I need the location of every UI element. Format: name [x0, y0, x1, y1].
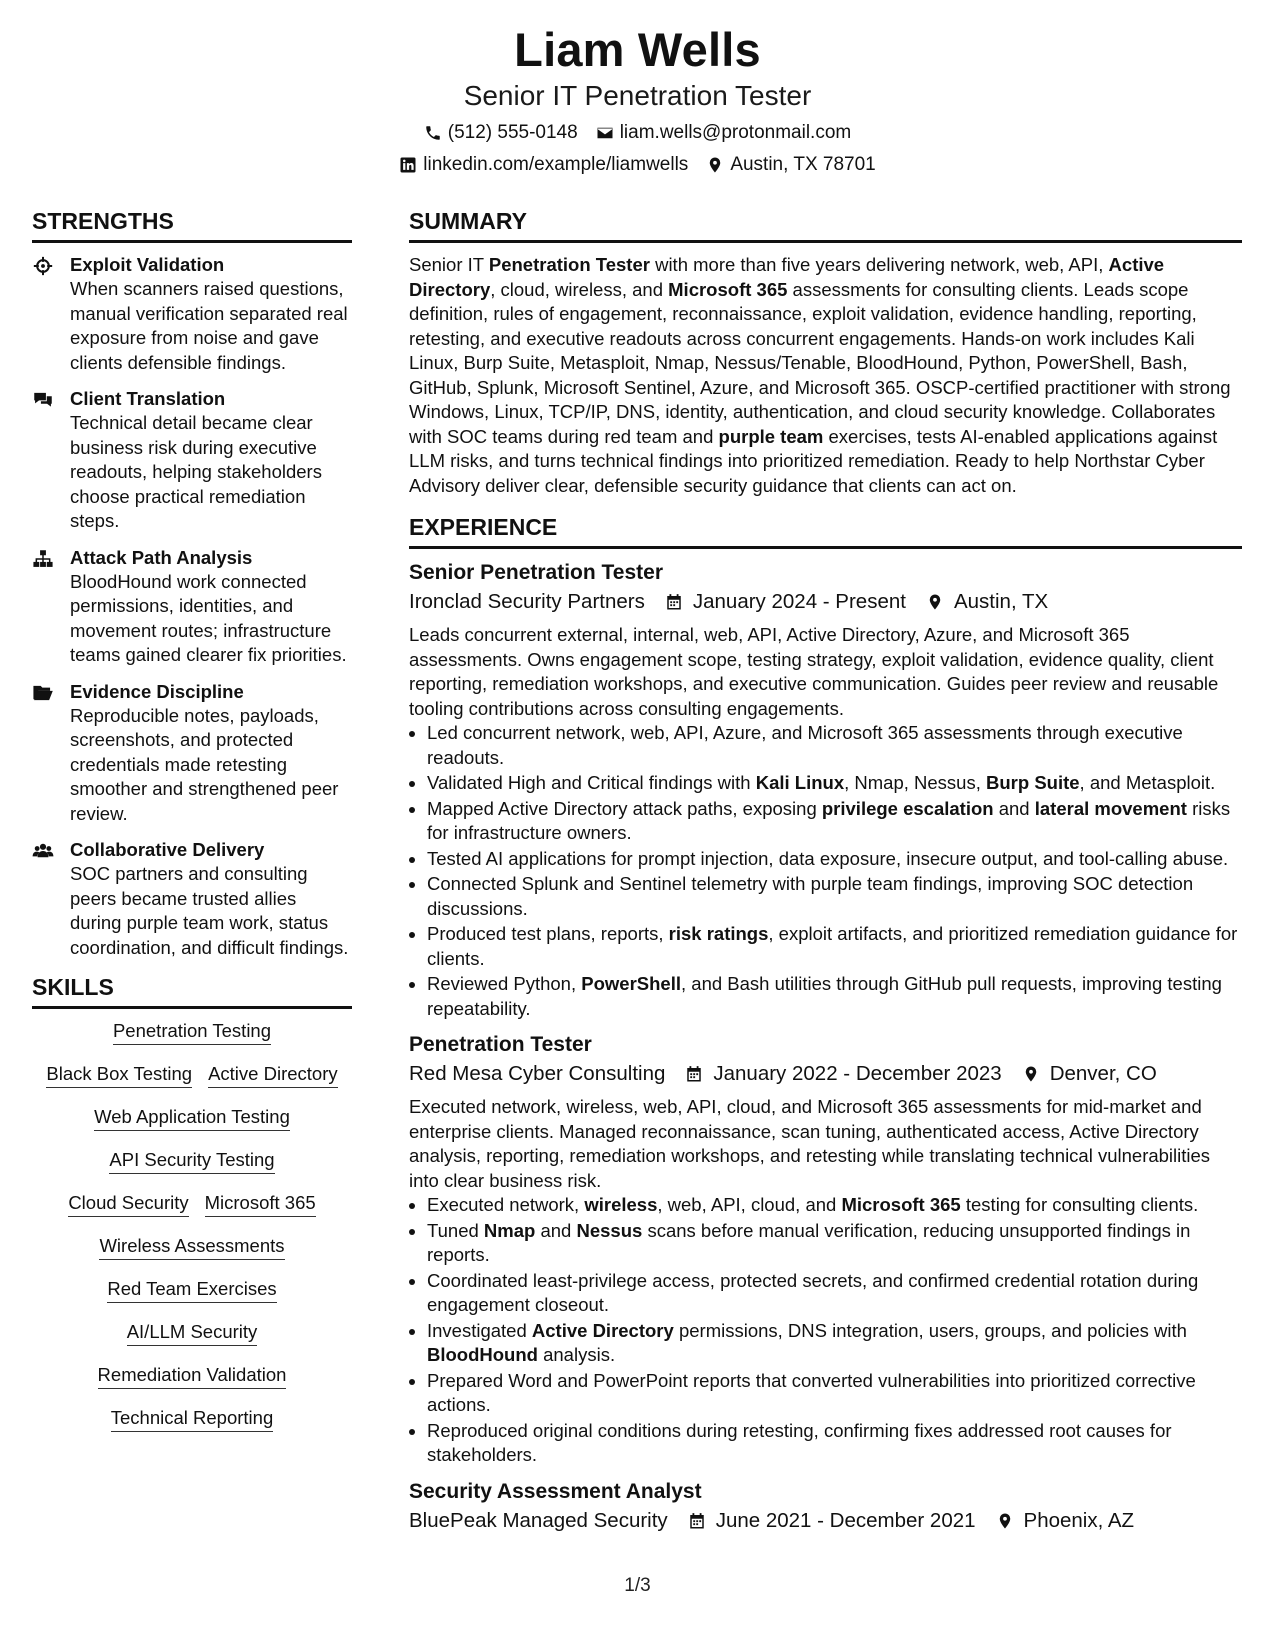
- text-run: , cloud, wireless, and: [490, 278, 669, 300]
- text-run: scans before manual verification, reducing unsupported findings in reports.: [427, 1219, 1191, 1265]
- list-item: [427, 922, 1242, 971]
- strength-description: Technical detail became clear business risk during executive readouts, helping stakeholders choose practical remediation steps.: [70, 412, 322, 531]
- text-run: Investigated: [427, 1319, 532, 1341]
- job-location: [996, 1506, 1135, 1536]
- skill-tag: Wireless Assessments: [99, 1234, 284, 1260]
- calendar-icon: [665, 592, 683, 612]
- list-item: [427, 1369, 1242, 1418]
- text-run: risks for infrastructure owners.: [427, 797, 1231, 843]
- skills-list: [32, 1019, 352, 1432]
- text-run: Executed network,: [427, 1194, 585, 1215]
- bold-text: lateral movement: [1034, 797, 1187, 819]
- text-run: Prepared Word and PowerPoint reports that converted vulnerabilities into prioritized corrective actions.: [427, 1369, 1196, 1415]
- skill-row: [32, 1148, 352, 1174]
- users-icon: [32, 838, 58, 960]
- email-contact[interactable]: [596, 120, 852, 146]
- strength-item: [32, 546, 352, 668]
- job-location-text: Phoenix, AZ: [1023, 1508, 1135, 1532]
- job-entry: [409, 559, 1242, 1021]
- phone-text: (512) 555-0148: [447, 122, 578, 143]
- linkedin-text[interactable]: linkedin.com/example/liamwells: [423, 154, 689, 175]
- resume-header: [0, 22, 1275, 178]
- skill-row: [32, 1234, 352, 1260]
- contact-row-1: [0, 120, 1275, 146]
- skill-tag: Cloud Security: [68, 1191, 188, 1217]
- page-number: 1/3: [624, 1575, 651, 1596]
- strengths-heading: STRENGTHS: [32, 206, 352, 243]
- list-item: [427, 797, 1242, 846]
- list-item: [427, 1269, 1242, 1318]
- job-location: [1022, 1059, 1157, 1089]
- bold-text: risk ratings: [668, 923, 769, 944]
- text-run: , and Bash utilities through GitHub pull requests, improving testing repeatability.: [427, 973, 1222, 1019]
- list-item: [427, 847, 1242, 872]
- skill-tag: Remediation Validation: [98, 1363, 287, 1389]
- strength-body: [70, 253, 352, 375]
- phone-icon: [424, 124, 442, 142]
- strength-item: [32, 387, 352, 534]
- text-run: , exploit artifacts, and prioritized remediation guidance for clients.: [427, 923, 1238, 969]
- job-dates-text: June 2021 - December 2021: [715, 1508, 976, 1532]
- text-run: testing for consulting clients.: [960, 1194, 1199, 1215]
- strength-description: Reproducible notes, payloads, screenshots, and protected credentials made retesting smoother and strengthened peer review.: [70, 704, 339, 824]
- email-text[interactable]: liam.wells@protonmail.com: [619, 122, 852, 143]
- job-dates: [685, 1059, 1001, 1089]
- comments-icon: [32, 387, 58, 534]
- job-location-text: Denver, CO: [1049, 1062, 1157, 1085]
- skill-row: [32, 1363, 352, 1389]
- strength-body: [70, 680, 352, 827]
- text-run: Coordinated least-privilege access, protected secrets, and confirmed credential rotation during engagement closeout.: [427, 1269, 1199, 1315]
- job-dates-text: January 2024 - Present: [692, 590, 906, 613]
- linkedin-contact[interactable]: [399, 152, 688, 178]
- text-run: exercises, tests AI-enabled applications against LLM risks, and turns technical findings into prioritized remediation. Ready to help Northstar Cyber Advisory deliver clear, defensible security guidance that clients can act on.: [409, 425, 1218, 496]
- text-run: Connected Splunk and Sentinel telemetry with purple team findings, improving SOC detection discussions.: [427, 873, 1194, 919]
- skill-row: [32, 1191, 352, 1217]
- bold-text: Microsoft 365: [841, 1194, 961, 1215]
- job-dates-text: January 2022 - December 2023: [713, 1062, 1002, 1085]
- bold-text: Burp Suite: [986, 772, 1080, 793]
- experience-heading: EXPERIENCE: [409, 512, 1242, 549]
- job-meta: [409, 587, 1242, 617]
- candidate-title: Senior IT Penetration Tester: [463, 80, 812, 111]
- skill-row: [32, 1320, 352, 1346]
- list-item: [427, 1319, 1242, 1368]
- bold-text: PowerShell: [581, 973, 681, 994]
- list-item: [427, 872, 1242, 921]
- strength-body: [70, 838, 352, 960]
- text-run: permissions, DNS integration, users, groups, and policies with: [673, 1319, 1187, 1341]
- skill-tag: Black Box Testing: [46, 1062, 192, 1088]
- map-pin-icon: [926, 592, 944, 612]
- text-run: assessments for consulting clients. Leads scope definition, rules of engagement, reconnaissance, exploit validation, evidence handling, reporting, retesting, and executive readouts across concurrent engagements. Hands-on work includes Kali Linux, Burp Suite, Metasploit, Nmap, Nessus/Tenable, BloodHound, Python, PowerShell, Bash, GitHub, Splunk, Microsoft Sentinel, Azure, and Microsoft 365. OSCP-certified practitioner with strong Windows, Linux, TCP/IP, DNS, identity, authentication, and cloud security knowledge. Collaborates with SOC teams during red team and: [409, 278, 1231, 447]
- job-dates: [665, 587, 906, 617]
- bold-text: Penetration Tester: [488, 254, 650, 275]
- skill-tag: AI/LLM Security: [127, 1320, 258, 1346]
- text-run: Senior IT: [409, 254, 489, 275]
- linkedin-icon: [399, 156, 417, 174]
- bold-text: Microsoft 365: [668, 278, 788, 300]
- contact-row-2: [0, 152, 1275, 178]
- skill-tag: Red Team Exercises: [107, 1277, 276, 1303]
- text-run: Tuned: [427, 1219, 484, 1241]
- text-run: analysis.: [537, 1344, 616, 1365]
- skill-row: [32, 1277, 352, 1303]
- left-column: [32, 206, 352, 1449]
- text-run: Validated High and Critical findings with: [427, 772, 756, 793]
- strength-description: SOC partners and consulting peers became trusted allies during purple team work, status coordination, and difficult findings.: [70, 863, 349, 958]
- bold-text: Active Directory: [409, 254, 1165, 300]
- job-title: Security Assessment Analyst: [409, 1479, 702, 1503]
- list-item: [427, 1193, 1242, 1218]
- job-location-text: Austin, TX: [953, 590, 1049, 613]
- skill-tag: Technical Reporting: [111, 1406, 273, 1432]
- bold-text: Active Directory: [531, 1319, 674, 1341]
- strength-title: Evidence Discipline: [70, 680, 244, 702]
- job-entry: [409, 1478, 1242, 1536]
- summary-text: [409, 253, 1242, 498]
- bold-text: Nmap: [483, 1219, 536, 1241]
- sitemap-icon: [32, 546, 58, 668]
- strengths-list: [32, 253, 352, 960]
- folder-open-icon: [32, 680, 58, 827]
- text-run: Mapped Active Directory attack paths, exposing: [427, 797, 822, 819]
- crosshair-icon: [32, 253, 58, 375]
- phone-contact: [424, 120, 578, 146]
- job-meta: [409, 1506, 1242, 1536]
- job-bullets: [409, 1193, 1242, 1468]
- strength-body: [70, 387, 352, 534]
- strength-item: [32, 680, 352, 827]
- skill-tag: Penetration Testing: [113, 1019, 271, 1045]
- bold-text: Kali Linux: [755, 772, 845, 793]
- strength-item: [32, 253, 352, 375]
- skill-row: [32, 1019, 352, 1045]
- text-run: Tested AI applications for prompt injection, data exposure, insecure output, and tool-calling abuse.: [427, 847, 1229, 869]
- strength-description: BloodHound work connected permissions, identities, and movement routes; infrastructure teams gained clearer fix priorities.: [70, 570, 347, 665]
- text-run: , and Metasploit.: [1079, 772, 1216, 793]
- calendar-icon: [688, 1511, 706, 1531]
- text-run: Led concurrent network, web, API, Azure, and Microsoft 365 assessments through executive readouts.: [427, 722, 1183, 768]
- location-text: Austin, TX 78701: [730, 154, 876, 175]
- job-company: BluePeak Managed Security: [409, 1508, 668, 1532]
- job-bullets: [409, 721, 1242, 1021]
- skill-row: [32, 1062, 352, 1088]
- job-meta: [409, 1059, 1242, 1089]
- skill-row: [32, 1406, 352, 1432]
- job-entry: [409, 1031, 1242, 1468]
- text-run: and: [535, 1219, 577, 1241]
- list-item: [427, 721, 1242, 770]
- skill-row: [32, 1105, 352, 1131]
- text-run: with more than five years delivering network, web, API,: [649, 254, 1109, 275]
- job-dates: [688, 1506, 976, 1536]
- text-run: Produced test plans, reports,: [427, 923, 669, 944]
- strength-body: [70, 546, 352, 668]
- job-location: [926, 587, 1048, 617]
- strength-title: Exploit Validation: [70, 254, 225, 275]
- strength-item: [32, 838, 352, 960]
- text-run: , web, API, cloud, and: [657, 1194, 842, 1215]
- calendar-icon: [685, 1064, 703, 1084]
- map-pin-icon: [1022, 1064, 1040, 1084]
- skill-tag: Web Application Testing: [94, 1105, 290, 1131]
- bold-text: BloodHound: [427, 1344, 538, 1365]
- job-company: Ironclad Security Partners: [409, 590, 645, 613]
- list-item: [427, 771, 1242, 796]
- experience-list: [409, 559, 1242, 1536]
- list-item: [427, 972, 1242, 1021]
- envelope-icon: [596, 124, 614, 142]
- candidate-name: Liam Wells: [514, 23, 761, 76]
- job-title: Senior Penetration Tester: [409, 561, 664, 584]
- text-run: Reproduced original conditions during retesting, confirming fixes addressed root causes for stakeholders.: [427, 1419, 1172, 1465]
- strength-title: Attack Path Analysis: [70, 546, 253, 568]
- bold-text: wireless: [584, 1194, 658, 1215]
- location-contact: [706, 152, 875, 178]
- map-pin-icon: [706, 156, 724, 174]
- list-item: [427, 1219, 1242, 1268]
- job-title: Penetration Tester: [409, 1033, 592, 1056]
- strength-title: Client Translation: [70, 388, 226, 409]
- job-description: Leads concurrent external, internal, web, API, Active Directory, Azure, and Microsoft 365 assessments. Owns engagement scope, testing strategy, exploit validation, evidence quality, client reporting, remediation workshops, and executive communication. Guides peer review and reusable tooling contributions across consulting engagements.: [409, 624, 1219, 719]
- bold-text: Nessus: [576, 1219, 643, 1241]
- list-item: [427, 1419, 1242, 1468]
- text-run: , Nmap, Nessus,: [844, 772, 987, 793]
- strength-title: Collaborative Delivery: [70, 839, 265, 860]
- skill-tag: Microsoft 365: [205, 1191, 316, 1217]
- bold-text: purple team: [718, 425, 824, 447]
- text-run: and: [993, 797, 1035, 819]
- skill-tag: API Security Testing: [109, 1148, 274, 1174]
- bold-text: privilege escalation: [821, 797, 994, 819]
- skills-heading: SKILLS: [32, 972, 352, 1009]
- summary-heading: SUMMARY: [409, 206, 1242, 243]
- job-company: Red Mesa Cyber Consulting: [409, 1062, 666, 1085]
- map-pin-icon: [996, 1511, 1014, 1531]
- text-run: Reviewed Python,: [427, 973, 582, 994]
- strength-description: When scanners raised questions, manual verification separated real exposure from noise and gave clients defensible findings.: [70, 278, 348, 373]
- right-column: [409, 206, 1242, 1546]
- job-description: Executed network, wireless, web, API, cloud, and Microsoft 365 assessments for mid-market and enterprise clients. Managed reconnaissance, scan tuning, authenticated access, Active Directory analysis, reporting, remediation workshops, and retesting while translating technical vulnerabilities into clear business risk.: [409, 1096, 1211, 1191]
- skill-tag: Active Directory: [208, 1062, 338, 1088]
